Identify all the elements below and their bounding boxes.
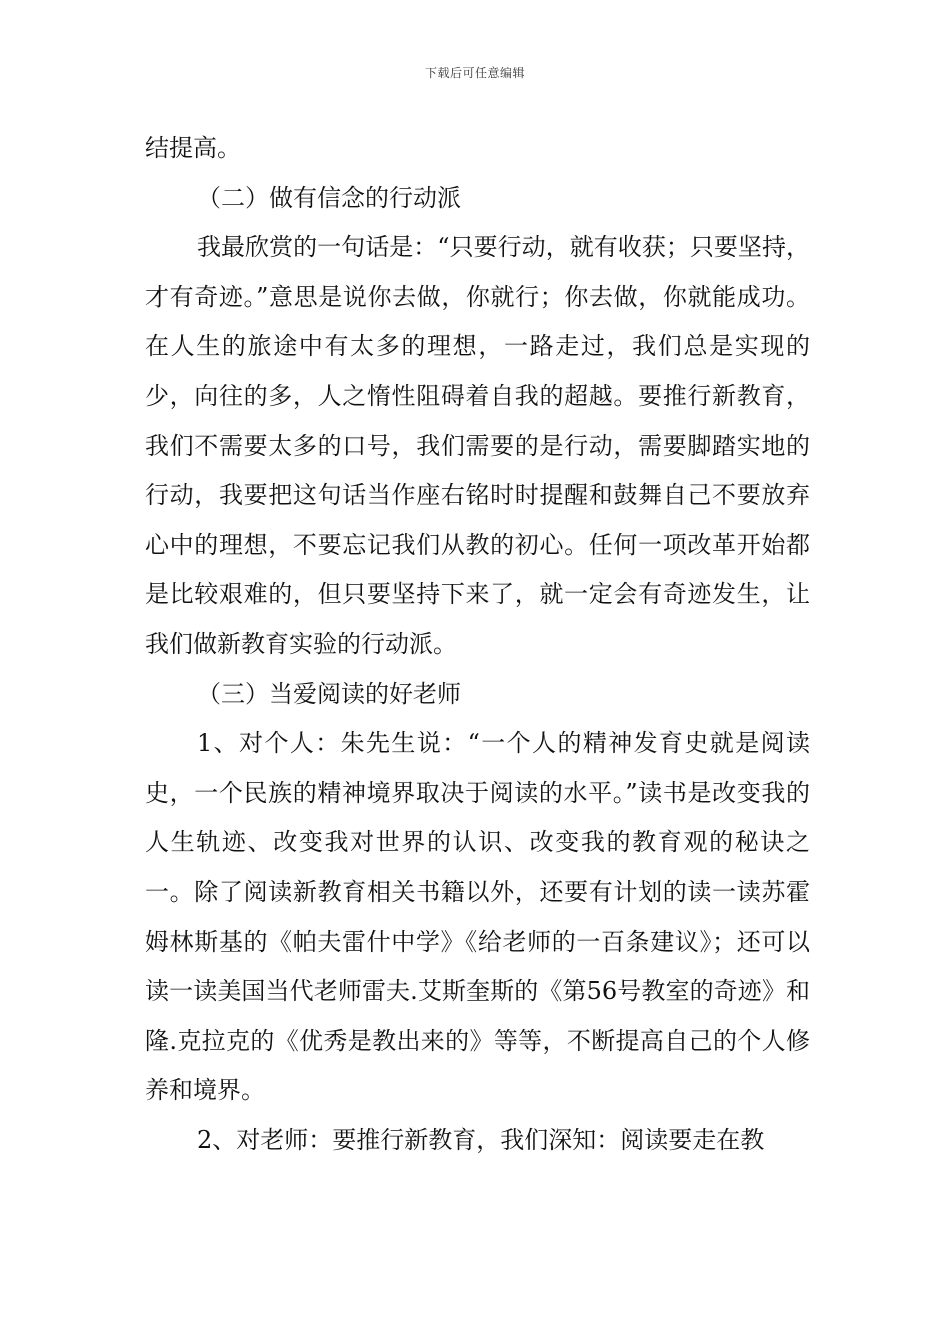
paragraph-teacher-reading: 2、对老师：要推行新教育，我们深知：阅读要走在教	[197, 1125, 765, 1154]
paragraph-action: 我最欣赏的一句话是：“只要行动，就有收获；只要坚持，才有奇迹。”意思是说你去做，你就行；你去做，你就能成功。在人生的旅途中有太多的理想，一路走过，我们总是实现的少，向往的多，人之惰性阻碍着自我的超越。要推行新教育，我们不需要太多的口号，我们需要的是行动，需要脚踏实地的行动，我要把这句话当作座右铭时时提醒和鼓舞自己不要放弃心中的理想，不要忘记我们从教的初心。任何一项改革开始都是比较艰难的，但只要坚持下来了，就一定会有奇迹发生，让我们做新教育实验的行动派。	[145, 233, 810, 658]
section-heading-2: （二）做有信念的行动派	[197, 183, 461, 212]
document-body	[145, 124, 810, 1165]
section-heading-3: （三）当爱阅读的好老师	[197, 679, 461, 708]
paragraph-personal-reading: 1、对个人：朱先生说：“一个人的精神发育史就是阅读史，一个民族的精神境界取决于阅读的水平。”读书是改变我的人生轨迹、改变我对世界的认识、改变我的教育观的秘诀之一。除了阅读新教育相关书籍以外，还要有计划的读一读苏霍姆林斯基的《帕夫雷什中学》《给老师的一百条建议》；还可以读一读美国当代老师雷夫.艾斯奎斯的《第56号教室的奇迹》和隆.克拉克的《优秀是教出来的》等等，不断提高自己的个人修养和境界。	[145, 729, 810, 1105]
paragraph-continuation: 结提高。	[145, 134, 241, 162]
page-header: 下载后可任意编辑	[424, 66, 525, 80]
